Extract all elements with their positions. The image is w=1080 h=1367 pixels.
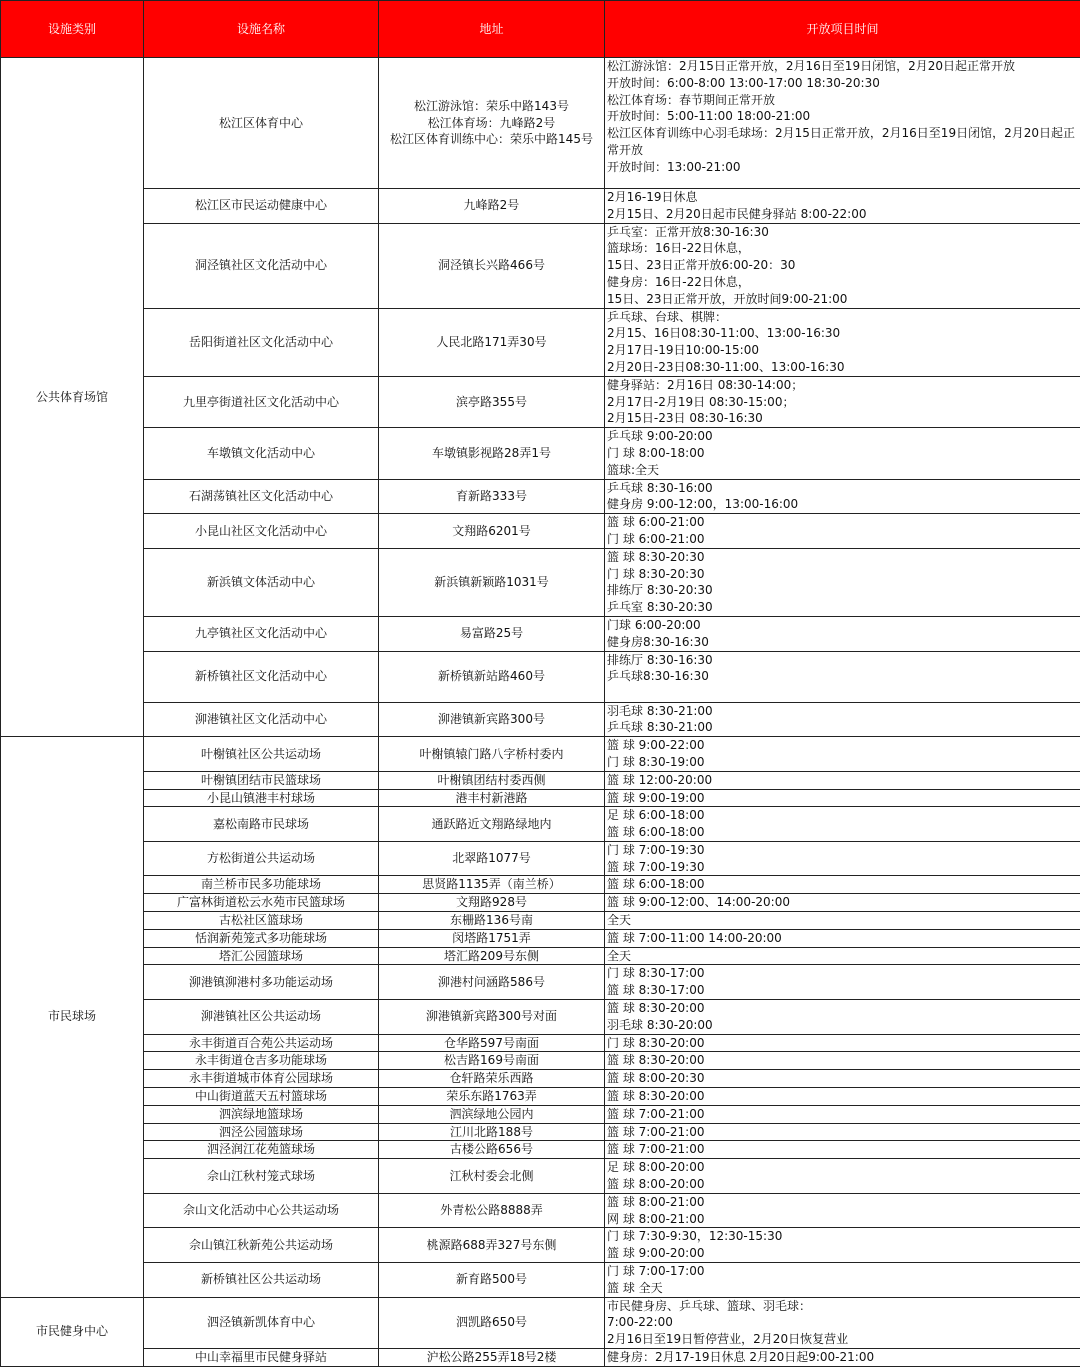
facility-name: 泖港镇社区文化活动中心	[144, 702, 379, 737]
hours-line: 健身驿站：2月16日 08:30-14:00；	[607, 377, 1076, 394]
facility-name: 新桥镇社区公共运动场	[144, 1263, 379, 1298]
table-row	[1, 876, 1080, 894]
address-line: 新育路500号	[379, 1271, 604, 1288]
facility-address	[379, 965, 605, 1000]
table-row	[1, 1123, 1080, 1141]
table-row	[1, 428, 1080, 479]
hours-line: 篮 球 9:00-19:00	[607, 790, 1076, 807]
hours-line: 15日、23日正常开放，开放时间9:00-21:00	[607, 291, 1076, 308]
hours-line: 2月17日-19日10:00-15:00	[607, 342, 1076, 359]
address-line: 九峰路2号	[379, 197, 604, 214]
hours-line: 全天	[607, 948, 1076, 965]
facility-name: 恬润新苑笼式多功能球场	[144, 929, 379, 947]
header-row	[1, 1, 1080, 58]
hours-line: 门 球 6:00-21:00	[607, 531, 1076, 548]
facility-hours	[605, 737, 1080, 772]
hours-line: 2月15、16日08:30-11:00、13:00-16:30	[607, 325, 1076, 342]
table-row	[1, 1159, 1080, 1194]
hours-line: 乒乓球 8:30-21:00	[607, 719, 1076, 736]
hours-line: 乒乓室 8:30-20:30	[607, 599, 1076, 616]
facility-hours	[605, 1088, 1080, 1106]
hours-line: 篮 球 7:00-21:00	[607, 1106, 1076, 1123]
address-line: 泗滨绿地公园内	[379, 1106, 604, 1123]
hours-line: 健身房：2月17-19日休息 2月20日起9:00-21:00	[607, 1349, 1076, 1366]
address-line: 江秋村委会北侧	[379, 1168, 604, 1185]
hours-line: 门 球 8:30-20:30	[607, 566, 1076, 583]
facility-address	[379, 1297, 605, 1348]
hours-line: 松江区体育训练中心羽毛球场：2月15日正常开放，2月16日至19日闭馆，2月20日起正常开放	[607, 125, 1076, 159]
hours-line: 7:00-22:00	[607, 1314, 1076, 1331]
hours-line: 篮球:全天	[607, 462, 1076, 479]
facility-hours	[605, 771, 1080, 789]
facility-address	[379, 1141, 605, 1159]
address-line: 闵塔路1751弄	[379, 930, 604, 947]
table-row	[1, 1088, 1080, 1106]
hours-line: 足 球 6:00-18:00	[607, 807, 1076, 824]
hours-line: 门 球 8:30-19:00	[607, 754, 1076, 771]
table-row	[1, 376, 1080, 427]
table-row	[1, 616, 1080, 651]
facility-address	[379, 771, 605, 789]
facility-name: 佘山镇江秋新苑公共运动场	[144, 1228, 379, 1263]
address-line: 松江游泳馆：荣乐中路143号	[379, 98, 604, 115]
facility-hours	[605, 1052, 1080, 1070]
facility-address	[379, 514, 605, 549]
address-line: 港丰村新港路	[379, 790, 604, 807]
facility-name: 中山幸福里市民健身驿站	[144, 1349, 379, 1367]
facility-address	[379, 1123, 605, 1141]
hours-line: 篮 球 8:30-17:00	[607, 982, 1076, 999]
facility-address	[379, 1193, 605, 1228]
address-line: 易富路25号	[379, 625, 604, 642]
facility-name: 方松街道公共运动场	[144, 841, 379, 876]
table-row	[1, 807, 1080, 842]
facility-hours	[605, 1193, 1080, 1228]
hours-line: 羽毛球 8:30-20:00	[607, 1017, 1076, 1034]
address-line: 通跃路近文翔路绿地内	[379, 816, 604, 833]
address-line: 车墩镇影视路28弄1号	[379, 445, 604, 462]
facility-address	[379, 223, 605, 308]
address-line: 东栅路136号南	[379, 912, 604, 929]
facility-address	[379, 376, 605, 427]
hours-line: 篮 球 7:00-21:00	[607, 1141, 1076, 1158]
table-row	[1, 1349, 1080, 1367]
facility-name: 永丰街道仓吉多功能球场	[144, 1052, 379, 1070]
address-line: 古楼公路656号	[379, 1141, 604, 1158]
address-line: 沪松公路255弄18号2楼	[379, 1349, 604, 1366]
hours-line: 乒乓球8:30-16:30	[607, 668, 1076, 685]
facility-address	[379, 479, 605, 514]
address-line: 泖港镇新宾路300号	[379, 711, 604, 728]
table-row	[1, 894, 1080, 912]
facility-hours	[605, 1000, 1080, 1035]
table-row	[1, 702, 1080, 737]
table-row	[1, 189, 1080, 224]
facility-hours	[605, 789, 1080, 807]
facility-name: 永丰街道城市体育公园球场	[144, 1070, 379, 1088]
hours-line: 15日、23日正常开放6:00-20：30	[607, 257, 1076, 274]
facility-name: 佘山文化活动中心公共运动场	[144, 1193, 379, 1228]
facility-address	[379, 1034, 605, 1052]
facility-address	[379, 1159, 605, 1194]
table-row	[1, 1000, 1080, 1035]
facility-hours	[605, 1105, 1080, 1123]
facility-name: 永丰街道百合苑公共运动场	[144, 1034, 379, 1052]
facility-address	[379, 651, 605, 702]
hours-line: 门 球 7:00-19:30	[607, 842, 1076, 859]
table-row	[1, 308, 1080, 376]
facility-hours	[605, 1297, 1080, 1348]
address-line: 塔汇路209号东侧	[379, 948, 604, 965]
table-row	[1, 1193, 1080, 1228]
facility-name: 九亭镇社区文化活动中心	[144, 616, 379, 651]
address-line: 仓华路597号南面	[379, 1035, 604, 1052]
hours-line: 篮 球 7:00-11:00 14:00-20:00	[607, 930, 1076, 947]
facility-name: 佘山江秋村笼式球场	[144, 1159, 379, 1194]
table-row	[1, 223, 1080, 308]
table-row	[1, 737, 1080, 772]
facility-hours	[605, 1263, 1080, 1298]
facility-name: 泗泾公园篮球场	[144, 1123, 379, 1141]
facility-address	[379, 912, 605, 930]
facility-hours	[605, 479, 1080, 514]
facility-address	[379, 1263, 605, 1298]
hours-line: 乒乓室：正常开放8:30-16:30	[607, 224, 1076, 241]
hours-line: 松江体育场：春节期间正常开放	[607, 92, 1076, 109]
hours-line: 门 球 8:30-20:00	[607, 1035, 1076, 1052]
facility-name: 新浜镇文体活动中心	[144, 548, 379, 616]
hours-line: 篮 球 12:00-20:00	[607, 772, 1076, 789]
facility-hours	[605, 189, 1080, 224]
facility-address	[379, 1228, 605, 1263]
facility-hours	[605, 965, 1080, 1000]
facility-hours	[605, 58, 1080, 189]
facility-hours	[605, 929, 1080, 947]
hours-line: 2月20日-23日08:30-11:00、13:00-16:30	[607, 359, 1076, 376]
facility-address	[379, 807, 605, 842]
facility-hours	[605, 651, 1080, 702]
facility-address	[379, 1349, 605, 1367]
table-row	[1, 548, 1080, 616]
address-line: 洞泾镇长兴路466号	[379, 257, 604, 274]
facility-hours	[605, 1070, 1080, 1088]
facility-hours	[605, 1123, 1080, 1141]
facility-hours	[605, 514, 1080, 549]
hours-line: 篮 球 8:00-21:00	[607, 1194, 1076, 1211]
hours-line: 羽毛球 8:30-21:00	[607, 703, 1076, 720]
facility-address	[379, 189, 605, 224]
hours-line: 篮 球 7:00-19:30	[607, 859, 1076, 876]
address-line: 新浜镇新颖路1031号	[379, 574, 604, 591]
facility-hours	[605, 1349, 1080, 1367]
address-line: 叶榭镇团结村委西侧	[379, 772, 604, 789]
hours-line: 篮 球 全天	[607, 1280, 1076, 1297]
table-row	[1, 789, 1080, 807]
facility-name: 洞泾镇社区文化活动中心	[144, 223, 379, 308]
facility-hours	[605, 1228, 1080, 1263]
hours-line: 篮球场：16日-22日休息，	[607, 240, 1076, 257]
category-cell: 市民球场	[1, 737, 144, 1298]
hours-line: 篮 球 8:30-20:00	[607, 1052, 1076, 1069]
facility-name: 广富林街道松云水苑市民篮球场	[144, 894, 379, 912]
table-row	[1, 1105, 1080, 1123]
hours-line: 开放时间：5:00-11:00 18:00-21:00	[607, 108, 1076, 125]
table-row	[1, 1263, 1080, 1298]
address-line: 泗凯路650号	[379, 1314, 604, 1331]
facility-name: 小昆山镇港丰村球场	[144, 789, 379, 807]
hours-line: 篮 球 9:00-20:00	[607, 1245, 1076, 1262]
facility-name: 泗泾镇新凯体育中心	[144, 1297, 379, 1348]
table-row	[1, 1070, 1080, 1088]
facility-hours	[605, 616, 1080, 651]
facility-address	[379, 428, 605, 479]
facility-name: 小昆山社区文化活动中心	[144, 514, 379, 549]
facility-name: 嘉松南路市民球场	[144, 807, 379, 842]
facility-hours	[605, 702, 1080, 737]
hours-line: 篮 球 8:30-20:30	[607, 549, 1076, 566]
address-line: 荣乐东路1763弄	[379, 1088, 604, 1105]
address-line: 江川北路188号	[379, 1124, 604, 1141]
facility-name: 叶榭镇团结市民篮球场	[144, 771, 379, 789]
facility-hours	[605, 807, 1080, 842]
facility-name: 车墩镇文化活动中心	[144, 428, 379, 479]
table-body	[1, 58, 1080, 1367]
facility-address	[379, 58, 605, 189]
table-row	[1, 479, 1080, 514]
address-line: 松江体育场：九峰路2号	[379, 115, 604, 132]
hours-line: 乒乓球 8:30-16:00	[607, 480, 1076, 497]
table-row	[1, 1141, 1080, 1159]
hours-line: 松江游泳馆：2月15日正常开放，2月16日至19日闭馆，2月20日起正常开放	[607, 58, 1076, 75]
hours-line: 开放时间：6:00-8:00 13:00-17:00 18:30-20:30	[607, 75, 1076, 92]
address-line: 北翠路1077号	[379, 850, 604, 867]
address-line: 人民北路171弄30号	[379, 334, 604, 351]
address-line: 仓轩路荣乐西路	[379, 1070, 604, 1087]
facility-address	[379, 702, 605, 737]
hours-line: 全天	[607, 912, 1076, 929]
facility-name: 中山街道蓝天五村篮球场	[144, 1088, 379, 1106]
facility-name: 松江区体育中心	[144, 58, 379, 189]
header-address: 地址	[379, 1, 605, 58]
facility-hours	[605, 1141, 1080, 1159]
table-row	[1, 1297, 1080, 1348]
address-line: 桃源路688弄327号东侧	[379, 1237, 604, 1254]
address-line: 叶榭镇辕门路八字桥村委内	[379, 746, 604, 763]
hours-line: 乒乓球 9:00-20:00	[607, 428, 1076, 445]
facility-name: 石湖荡镇社区文化活动中心	[144, 479, 379, 514]
facility-address	[379, 1052, 605, 1070]
address-line: 泖港村问涵路586号	[379, 974, 604, 991]
hours-line: 篮 球 9:00-22:00	[607, 737, 1076, 754]
table-row	[1, 1052, 1080, 1070]
hours-line: 2月17日-2月19日 08:30-15:00；	[607, 394, 1076, 411]
facility-name: 松江区市民运动健康中心	[144, 189, 379, 224]
hours-line: 2月16-19日休息	[607, 189, 1076, 206]
facility-hours	[605, 876, 1080, 894]
header-category: 设施类别	[1, 1, 144, 58]
table-row	[1, 947, 1080, 965]
facility-hours	[605, 548, 1080, 616]
facility-address	[379, 1088, 605, 1106]
facility-hours	[605, 1159, 1080, 1194]
hours-line: 门 球 7:00-17:00	[607, 1263, 1076, 1280]
facility-hours	[605, 947, 1080, 965]
facility-address	[379, 1000, 605, 1035]
hours-line: 2月15日、2月20日起市民健身驿站 8:00-22:00	[607, 206, 1076, 223]
facility-address	[379, 894, 605, 912]
facility-address	[379, 789, 605, 807]
facility-address	[379, 947, 605, 965]
hours-line: 乒乓球、台球、棋牌：	[607, 309, 1076, 326]
table-row	[1, 771, 1080, 789]
facility-name: 九里亭街道社区文化活动中心	[144, 376, 379, 427]
facility-hours	[605, 308, 1080, 376]
category-cell: 市民健身中心	[1, 1297, 144, 1366]
hours-line: 篮 球 8:00-20:00	[607, 1176, 1076, 1193]
hours-line: 健身房：16日-22日休息，	[607, 274, 1076, 291]
hours-line: 健身房8:30-16:30	[607, 634, 1076, 651]
hours-line: 篮 球 6:00-18:00	[607, 824, 1076, 841]
facility-name: 塔汇公园篮球场	[144, 947, 379, 965]
address-line: 思贤路1135弄（南兰桥）	[379, 876, 604, 893]
facility-address	[379, 616, 605, 651]
hours-line: 门 球 8:00-18:00	[607, 445, 1076, 462]
facility-name: 古松社区篮球场	[144, 912, 379, 930]
table-row	[1, 1228, 1080, 1263]
address-line: 文翔路928号	[379, 894, 604, 911]
facility-address	[379, 737, 605, 772]
facility-hours	[605, 1034, 1080, 1052]
hours-line: 篮 球 6:00-21:00	[607, 514, 1076, 531]
address-line: 文翔路6201号	[379, 523, 604, 540]
table-row	[1, 965, 1080, 1000]
facility-name: 泗滨绿地篮球场	[144, 1105, 379, 1123]
hours-line: 篮 球 6:00-18:00	[607, 876, 1076, 893]
table-row	[1, 841, 1080, 876]
header-name: 设施名称	[144, 1, 379, 58]
hours-line: 足 球 8:00-20:00	[607, 1159, 1076, 1176]
facility-hours	[605, 428, 1080, 479]
table-row	[1, 912, 1080, 930]
hours-line: 门 球 8:30-17:00	[607, 965, 1076, 982]
facility-hours	[605, 841, 1080, 876]
table-row	[1, 514, 1080, 549]
facility-address	[379, 841, 605, 876]
facility-hours	[605, 223, 1080, 308]
facility-address	[379, 308, 605, 376]
address-line: 育新路333号	[379, 488, 604, 505]
hours-line: 健身房 9:00-12:00，13:00-16:00	[607, 496, 1076, 513]
facility-name: 泖港镇泖港村多功能运动场	[144, 965, 379, 1000]
facility-name: 叶榭镇社区公共运动场	[144, 737, 379, 772]
hours-line: 篮 球 7:00-21:00	[607, 1124, 1076, 1141]
facility-address	[379, 929, 605, 947]
header-hours: 开放项目时间	[605, 1, 1080, 58]
category-cell: 公共体育场馆	[1, 58, 144, 737]
hours-line: 篮 球 8:30-20:00	[607, 1088, 1076, 1105]
hours-line: 排练厅 8:30-20:30	[607, 582, 1076, 599]
hours-line: 篮 球 8:30-20:00	[607, 1000, 1076, 1017]
table-row	[1, 58, 1080, 189]
hours-line: 门 球 7:30-9:30，12:30-15:30	[607, 1228, 1076, 1245]
address-line: 泖港镇新宾路300号对面	[379, 1008, 604, 1025]
facility-name: 泖港镇社区公共运动场	[144, 1000, 379, 1035]
facility-hours	[605, 376, 1080, 427]
address-line: 滨亭路355号	[379, 394, 604, 411]
facility-name: 泗泾润江花苑篮球场	[144, 1141, 379, 1159]
facility-address	[379, 548, 605, 616]
facility-address	[379, 1070, 605, 1088]
address-line: 松江区体育训练中心：荣乐中路145号	[379, 131, 604, 148]
facility-hours	[605, 912, 1080, 930]
hours-line: 门球 6:00-20:00	[607, 617, 1076, 634]
facility-name: 南兰桥市民多功能球场	[144, 876, 379, 894]
address-line: 松吉路169号南面	[379, 1052, 604, 1069]
table-row	[1, 929, 1080, 947]
facility-name: 新桥镇社区文化活动中心	[144, 651, 379, 702]
hours-line: 网 球 8:00-21:00	[607, 1211, 1076, 1228]
facility-hours	[605, 894, 1080, 912]
hours-line: 开放时间：13:00-21:00	[607, 159, 1076, 176]
facility-address	[379, 1105, 605, 1123]
address-line: 新桥镇新站路460号	[379, 668, 604, 685]
facility-address	[379, 876, 605, 894]
table-row	[1, 1034, 1080, 1052]
facility-name: 岳阳街道社区文化活动中心	[144, 308, 379, 376]
hours-line: 2月15日-23日 08:30-16:30	[607, 410, 1076, 427]
hours-line: 2月16日至19日暂停营业，2月20日恢复营业	[607, 1331, 1076, 1348]
hours-line: 排练厅 8:30-16:30	[607, 652, 1076, 669]
address-line: 外青松公路8888弄	[379, 1202, 604, 1219]
hours-line: 篮 球 8:00-20:30	[607, 1070, 1076, 1087]
hours-line: 市民健身房、乒乓球、篮球、羽毛球：	[607, 1298, 1076, 1315]
hours-line: 篮 球 9:00-12:00、14:00-20:00	[607, 894, 1076, 911]
table-row	[1, 651, 1080, 702]
